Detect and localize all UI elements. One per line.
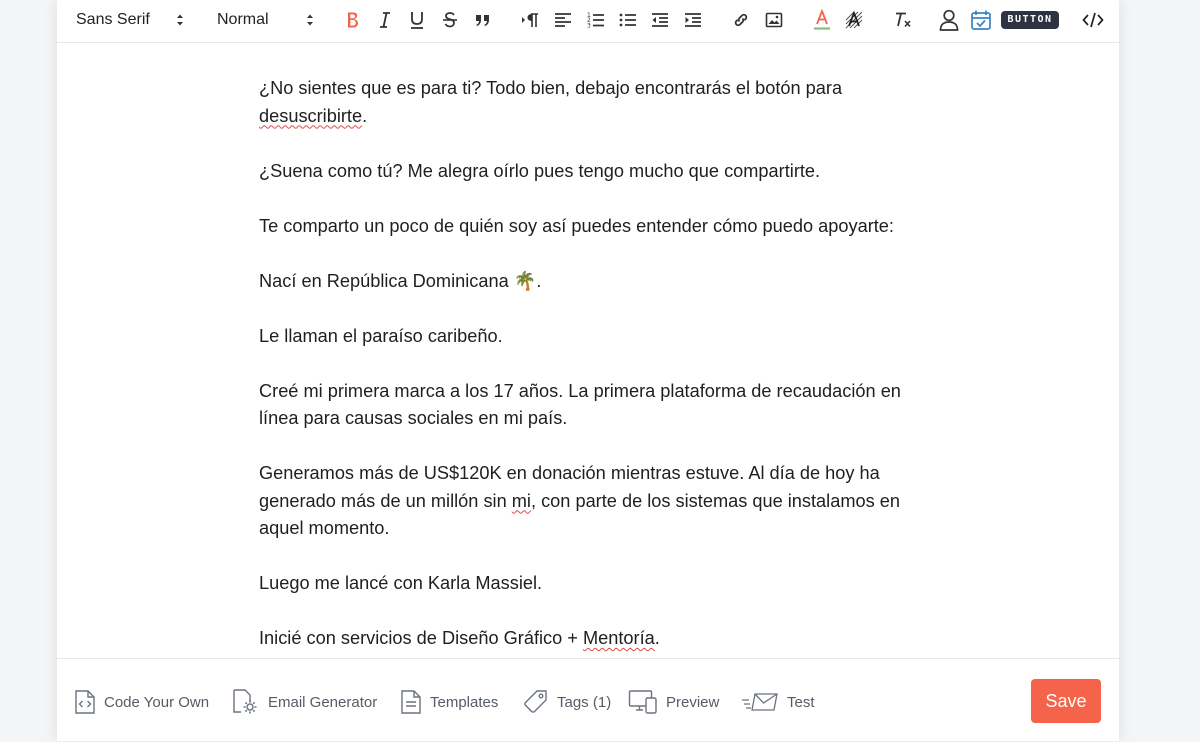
font-family-select[interactable] xyxy=(76,8,188,32)
bold-button[interactable] xyxy=(343,7,363,33)
clear-format-button[interactable] xyxy=(892,7,914,33)
image-button[interactable] xyxy=(763,7,785,33)
email-editor-panel xyxy=(57,0,1119,741)
email-generator-button[interactable] xyxy=(232,687,377,717)
quote-icon xyxy=(474,12,492,28)
link-icon xyxy=(732,11,750,29)
align-left-icon xyxy=(554,12,572,28)
select-arrows-icon xyxy=(306,13,314,27)
text-size-value: Normal xyxy=(217,11,269,28)
editor-footer xyxy=(57,658,1119,742)
text-color-icon xyxy=(813,9,831,31)
text-color-button[interactable] xyxy=(811,7,833,33)
code-your-own-label: Code Your Own xyxy=(104,693,210,711)
link-button[interactable] xyxy=(730,7,752,33)
paragraph: Luego me lancé con Karla Massiel. xyxy=(259,573,543,593)
svg-text:1: 1 xyxy=(587,12,591,19)
background-color-button[interactable] xyxy=(843,7,865,33)
tag-icon xyxy=(523,689,549,715)
bold-icon xyxy=(346,11,360,29)
spellcheck-word: mi xyxy=(511,490,531,511)
paragraph: ¿Suena como tú? Me alegra oírlo pues tengo mucho que compartirte. xyxy=(259,160,821,181)
paragraph: Creé mi primera marca a los 17 años. La primera plataforma de recaudación en línea para causas sociales en mi país. xyxy=(259,380,901,428)
paragraph: Inicié con servicios de Diseño Gráfico + Mentoría. xyxy=(259,628,660,648)
bullet-list-icon xyxy=(619,12,637,28)
paragraph: Nací en República Dominicana 🌴. xyxy=(259,270,542,291)
template-file-icon xyxy=(400,689,422,715)
blockquote-button[interactable] xyxy=(472,7,494,33)
ordered-list-button[interactable] xyxy=(585,7,607,33)
clear-format-icon xyxy=(893,11,913,29)
templates-label: Templates xyxy=(430,693,499,711)
spellcheck-word: desuscribirte xyxy=(259,105,363,126)
save-button[interactable]: Save xyxy=(1031,679,1101,723)
email-generator-label: Email Generator xyxy=(268,693,378,711)
tags-button[interactable] xyxy=(523,687,611,717)
svg-text:3: 3 xyxy=(587,22,591,29)
preview-button[interactable] xyxy=(628,687,719,717)
ordered-list-icon xyxy=(587,11,605,29)
editor-toolbar xyxy=(57,0,1119,43)
source-code-button[interactable] xyxy=(1081,7,1105,33)
paragraph: Generamos más de US$120K en donación mientras estuve. Al día de hoy ha generado más de un millón sin mi, con parte de los sistemas que instalamos en aquel momento. xyxy=(259,463,900,538)
underline-icon xyxy=(409,10,425,30)
text-direction-button[interactable] xyxy=(520,7,542,33)
paragraph: Le llaman el paraíso caribeño. xyxy=(259,325,503,346)
font-family-value: Sans Serif xyxy=(76,11,150,28)
text-size-select[interactable] xyxy=(217,8,317,32)
underline-button[interactable] xyxy=(407,7,427,33)
image-icon xyxy=(765,12,783,28)
insert-button-button[interactable] xyxy=(1003,7,1057,33)
text-direction-icon xyxy=(521,12,541,28)
user-icon xyxy=(939,9,959,31)
code-icon xyxy=(1082,12,1104,28)
code-file-icon xyxy=(74,689,96,715)
select-arrows-icon xyxy=(176,13,184,27)
outdent-icon xyxy=(651,12,669,28)
paragraph: ¿No sientes que es para ti? Todo bien, debajo encontrarás el botón para desuscribirte. xyxy=(259,78,843,126)
align-button[interactable] xyxy=(552,7,574,33)
strikethrough-button[interactable] xyxy=(440,7,460,33)
spellcheck-word: Mentoría xyxy=(582,628,655,648)
test-button[interactable] xyxy=(741,687,815,717)
strikethrough-icon xyxy=(442,11,458,29)
templates-button[interactable] xyxy=(400,687,498,717)
gear-file-icon xyxy=(232,688,260,716)
preview-label: Preview xyxy=(666,693,720,711)
email-body-editor[interactable] xyxy=(259,75,939,680)
code-your-own-button[interactable] xyxy=(74,687,209,717)
bullet-list-button[interactable] xyxy=(617,7,639,33)
highlight-color-icon xyxy=(844,10,864,30)
tags-label: Tags (1) xyxy=(557,693,612,711)
button-pill-label: BUTTON xyxy=(1001,11,1058,29)
paragraph: Te comparto un poco de quién soy así puedes entender cómo puedo apoyarte: xyxy=(259,215,894,236)
personalization-button[interactable] xyxy=(937,7,961,33)
italic-button[interactable] xyxy=(375,7,395,33)
test-label: Test xyxy=(787,693,815,711)
italic-icon xyxy=(378,11,392,29)
svg-text:2: 2 xyxy=(587,17,591,24)
indent-button[interactable] xyxy=(682,7,704,33)
indent-icon xyxy=(684,12,702,28)
calendar-check-icon xyxy=(970,9,992,31)
devices-icon xyxy=(628,689,658,715)
outdent-button[interactable] xyxy=(649,7,671,33)
calendar-button[interactable] xyxy=(969,7,993,33)
send-mail-icon xyxy=(741,691,779,713)
